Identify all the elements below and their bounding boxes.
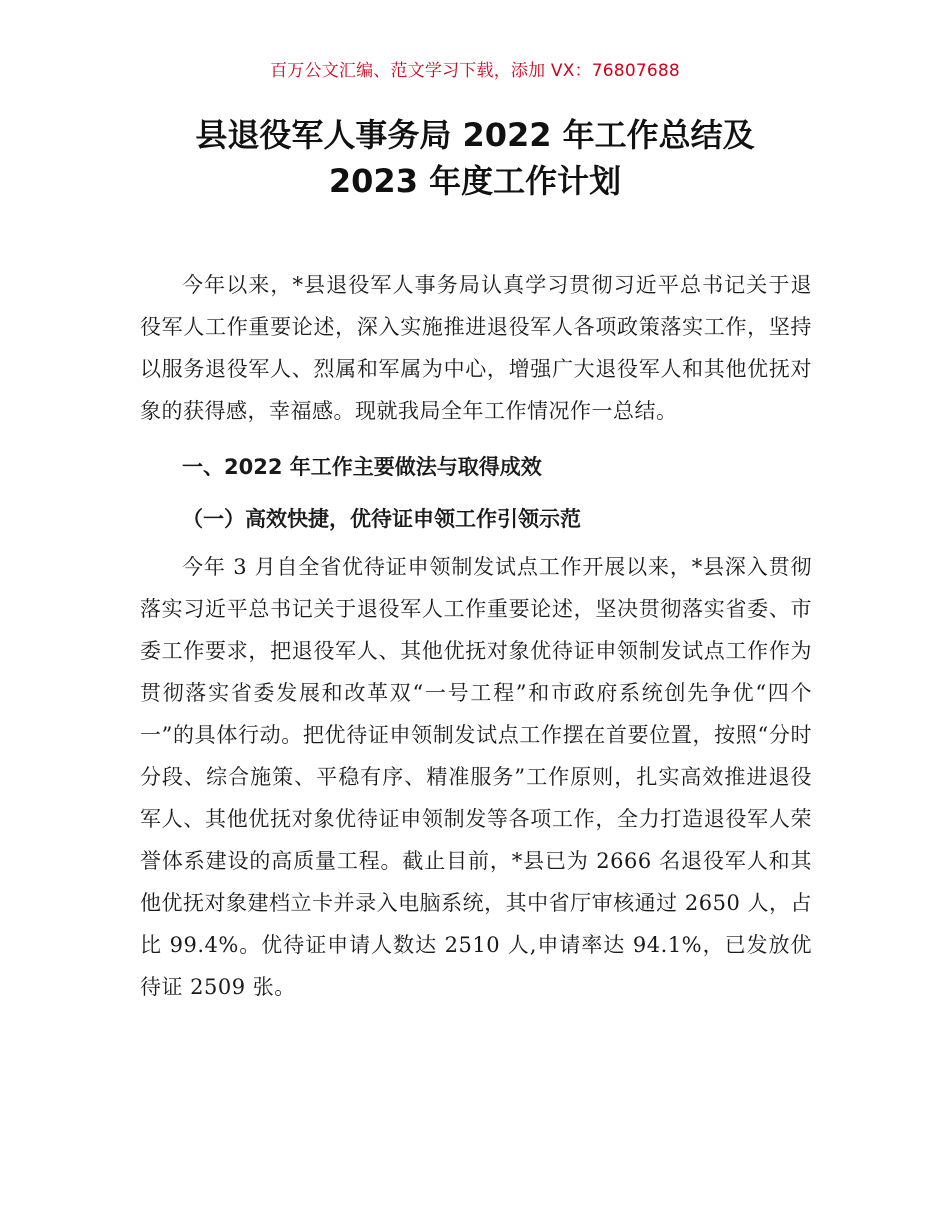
title-line-1: 县退役军人事务局 2022 年工作总结及: [195, 116, 755, 154]
document-body: [140, 264, 812, 1008]
document-title: [0, 112, 950, 204]
section-heading: 一、2022 年工作主要做法与取得成效: [182, 455, 542, 479]
watermark-banner: 百万公文汇编、范文学习下载，添加 VX：76807688: [270, 61, 680, 81]
title-line-2: 2023 年度工作计划: [328, 162, 622, 200]
subsection-paragraph: 今年 3 月自全省优待证申领制发试点工作开展以来，*县深入贯彻落实习近平总书记关于退役军人工作重要论述，坚决贯彻落实省委、市委工作要求，把退役军人、其他优抚对象优待证申领制发试点工作作为贯彻落实省委发展和改革双“一号工程”和市政府系统创先争优“四个一”的具体行动。把优待证申领制发试点工作摆在首要位置，按照“分时分段、综合施策、平稳有序、精准服务”工作原则，扎实高效推进退役军人、其他优抚对象优待证申领制发等各项工作，全力打造退役军人荣誉体系建设的高质量工程。截止目前，*县已为 2666 名退役军人和其他优抚对象建档立卡并录入电脑系统，其中省厅审核通过 2650 人，占比 99.4%。优待证申请人数达 2510 人,申请率达 94.1%，已发放优待证 2509 张。: [140, 555, 812, 999]
subsection-heading: （一）高效快捷，优待证申领工作引领示范: [182, 507, 581, 531]
intro-paragraph: 今年以来，*县退役军人事务局认真学习贯彻习近平总书记关于退役军人工作重要论述，深入实施推进退役军人各项政策落实工作，坚持以服务退役军人、烈属和军属为中心，增强广大退役军人和其他优抚对象的获得感，幸福感。现就我局全年工作情况作一总结。: [140, 273, 812, 423]
